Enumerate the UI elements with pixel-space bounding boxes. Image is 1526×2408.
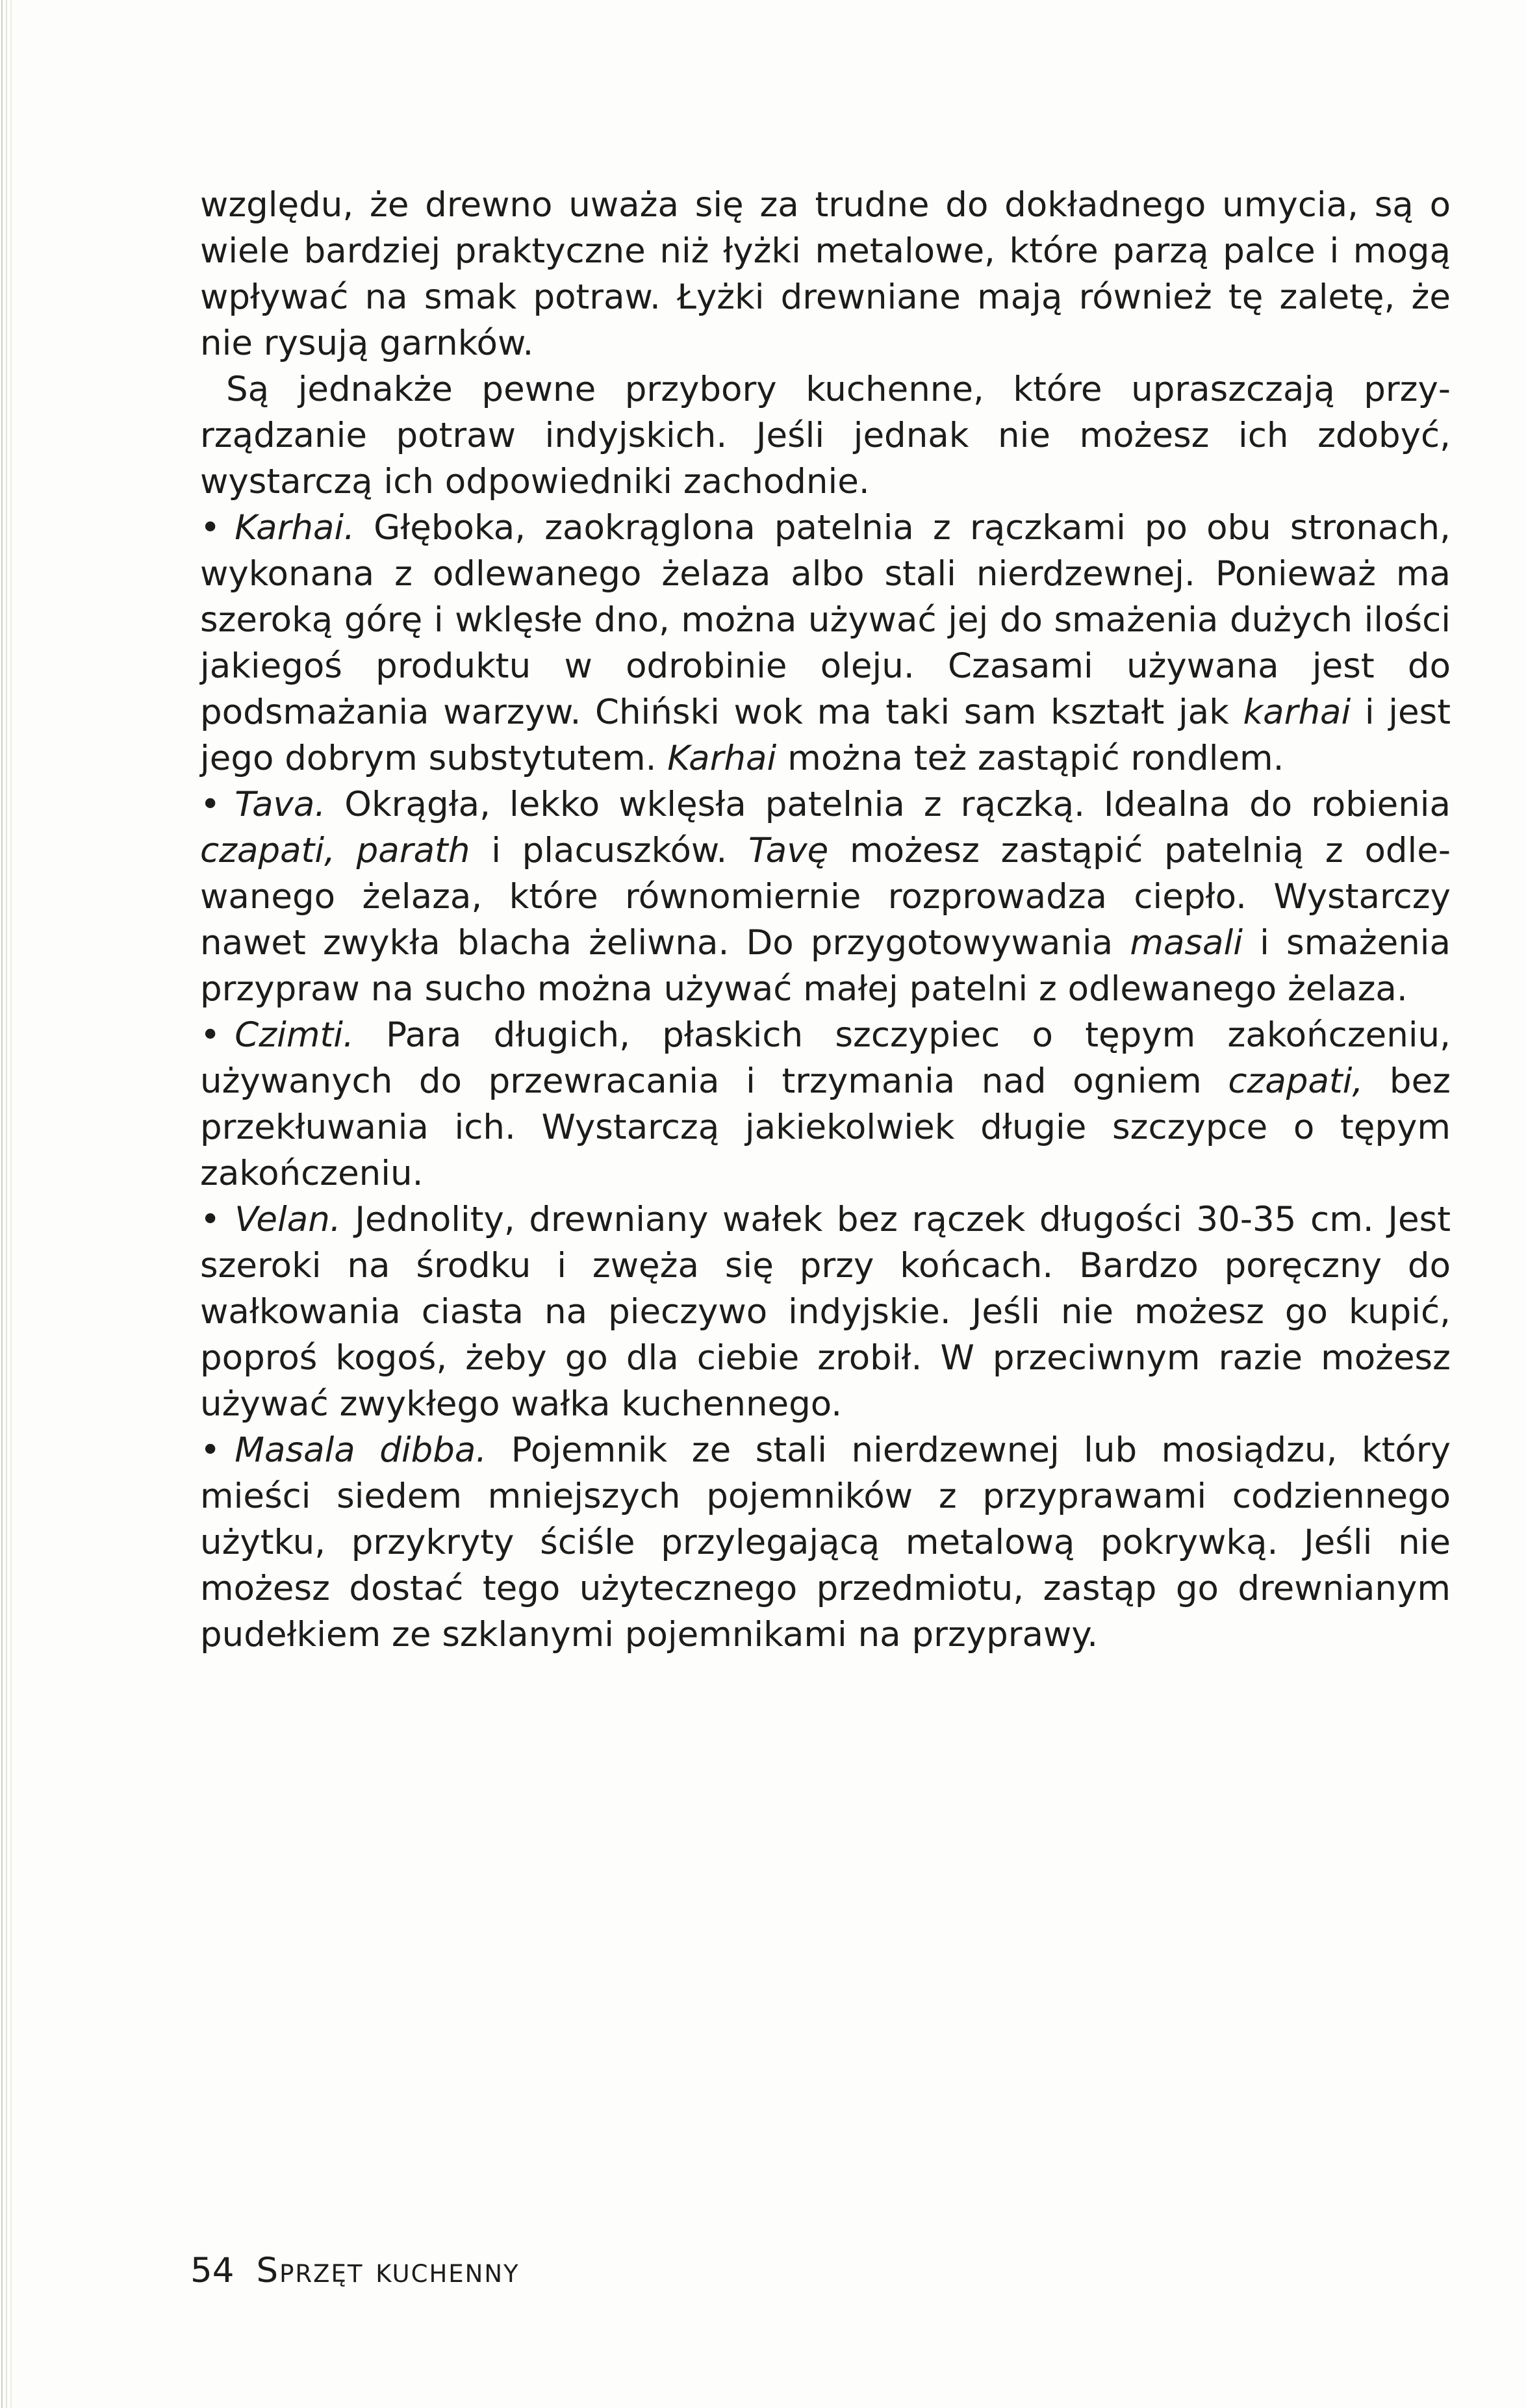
bullet: • xyxy=(200,1015,221,1055)
item-text: Pojemnik ze stali nierdzewnej lub mosiądzu, który mieści siedem mniejszych pojemników z przyprawami codziennego użytku, przykryty ściśle przylegającą metalową pokrywką. Jeśli nie możesz dostać tego użytecznego przedmiotu, zastąp go drewnianym pudełkiem ze szklanymi pojemnikami na przyprawy. xyxy=(200,1430,1451,1654)
item-term: czapati, parath xyxy=(200,831,470,870)
item-term: masali xyxy=(1130,923,1243,963)
item-text: bez przekłuwania ich. Wystarczą jakiekolwiek długie szczypce o tępym zakończeniu. xyxy=(200,1061,1451,1193)
bullet: • xyxy=(200,508,221,548)
list-item-masala-dibba xyxy=(200,1427,1451,1658)
list-item-velan xyxy=(200,1197,1451,1427)
bullet: • xyxy=(200,785,221,824)
item-text: Jednolity, drewniany wałek bez rączek długości 30-35 cm. Jest szeroki na środku i zwęża się przy końcach. Bardzo poręczny do wałkowania ciasta na pieczywo indyjskie. Jeśli nie możesz go kupić, poproś kogoś, żeby go dla ciebie zrobił. W przeciwnym razie możesz używać zwykłego wałka kuchennego. xyxy=(200,1200,1451,1424)
binding-shadow xyxy=(1,0,3,2408)
item-text: możesz zastąpić patelnią z odlewanego żelaza, które równomiernie rozprowadza ciepło. Wystarczy nawet zwykła blacha żeliwna. Do przygotowywania xyxy=(200,831,1451,963)
item-text: i jest jego dobrym substytutem. xyxy=(200,692,1451,778)
item-text: i placuszków. xyxy=(470,831,748,870)
item-text: Para długich, płaskich szczypiec o tępym zakończeniu, używanych do przewracania i trzymania nad ogniem xyxy=(200,1015,1451,1101)
item-term: Tavę xyxy=(748,831,829,870)
binding-shadow xyxy=(6,0,7,2408)
item-term: Masala dibba. xyxy=(235,1430,487,1470)
page-body xyxy=(200,182,1451,1658)
binding-shadow xyxy=(10,0,12,2408)
item-text: Głęboka, zaokrąglona patelnia z rączkami po obu stronach, wykonana z odlewanego żelaza albo stali nierdzewnej. Ponieważ ma szeroką górę i wklęsłe dno, można używać jej do smażenia dużych ilości jakiegoś produktu w odrobinie oleju. Czasami używana jest do podsmażania warzyw. Chiński wok ma taki sam kształt jak xyxy=(200,508,1451,732)
list-item-karhai xyxy=(200,505,1451,781)
item-text: i smażenia przypraw na sucho można używać małej patelni z odlewanego żelaza. xyxy=(200,923,1451,1009)
running-title: Sprzęt kuchenny xyxy=(256,2251,520,2290)
item-text: można też zastąpić rondlem. xyxy=(776,739,1284,778)
item-term: Tava. xyxy=(235,785,326,824)
page-number: 54 xyxy=(190,2251,235,2290)
item-term: Karhai xyxy=(667,739,777,778)
paragraph-continuation: względu, że drewno uważa się za trudne do dokładnego umycia, są o wiele bardziej praktyczne niż łyżki metalowe, które parzą palce i mogą wpływać na smak potraw. Łyżki drewniane mają również tę zaletę, że nie rysują garnków. xyxy=(200,185,1451,363)
item-term: Karhai. xyxy=(235,508,355,548)
bullet: • xyxy=(200,1200,221,1239)
page-footer xyxy=(190,2251,520,2290)
list-item-czimti xyxy=(200,1012,1451,1197)
item-term: czapati, xyxy=(1228,1061,1364,1101)
item-term: Velan. xyxy=(235,1200,341,1239)
item-term: Czimti. xyxy=(235,1015,354,1055)
list-item-tava xyxy=(200,781,1451,1012)
item-term: karhai xyxy=(1243,692,1351,732)
bullet: • xyxy=(200,1430,221,1470)
paragraph-intro: Są jednakże pewne przybory kuchenne, które upraszczają przyrządzanie potraw indyjskich. Jeśli jednak nie możesz ich zdobyć, wystarczą ich odpowiedniki zachodnie. xyxy=(200,370,1451,501)
item-text: Okrągła, lekko wklęsła patelnia z rączką. Idealna do robienia xyxy=(325,785,1451,824)
